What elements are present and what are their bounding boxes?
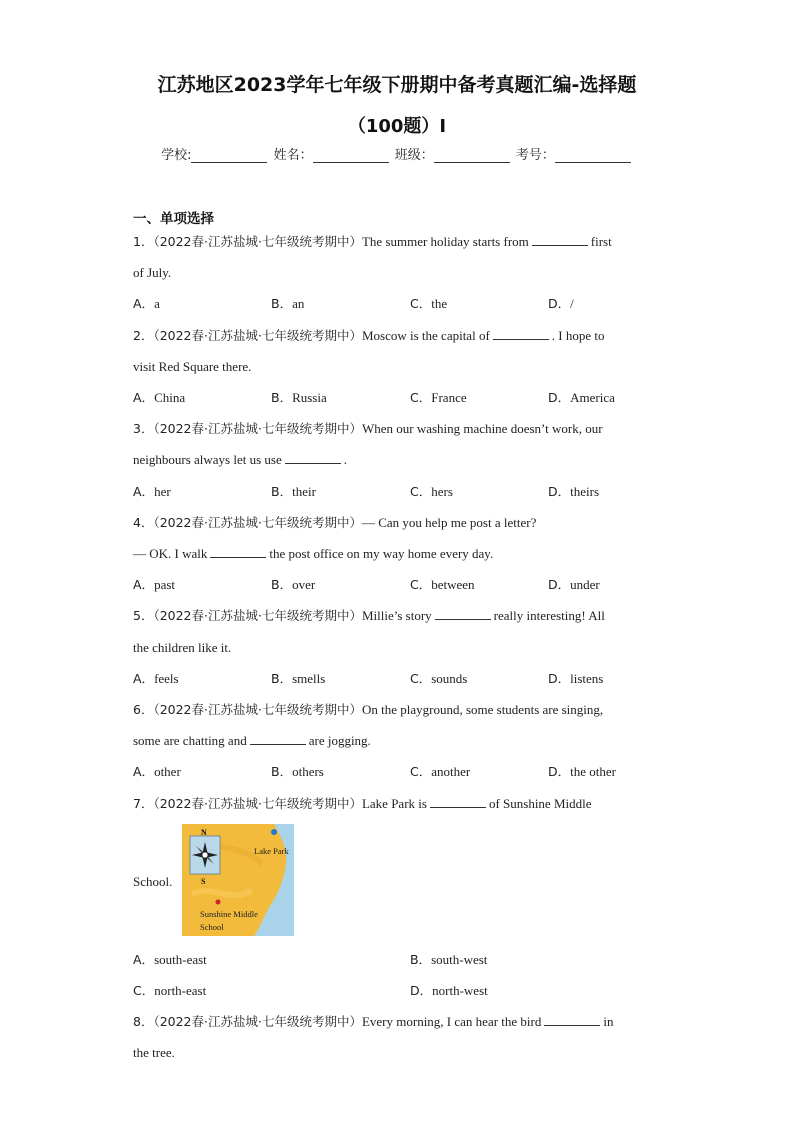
option-b: B．over <box>271 577 316 592</box>
option-a: A．a <box>133 296 160 311</box>
class-label: 班级： <box>394 148 434 163</box>
question-number: 6． <box>133 702 154 717</box>
question-text: Millie’s story <box>361 608 432 623</box>
question-source: （2022春·江苏盐城·七年级统考期中） <box>153 702 362 717</box>
question-text: The summer holiday starts from <box>361 234 529 249</box>
option-a: A．China <box>133 390 186 405</box>
option-b: B．others <box>271 764 324 779</box>
option-b: B．smells <box>271 671 326 686</box>
option-c: C．another <box>410 764 471 779</box>
school-marker <box>216 900 221 905</box>
question-source: （2022春·江苏盐城·七年级统考期中） <box>153 1014 362 1029</box>
question-number: 4． <box>133 515 154 530</box>
question-text: . I hope to <box>551 328 605 343</box>
question-number: 5． <box>133 608 154 623</box>
option-d: D．north-west <box>410 983 488 998</box>
question-source: （2022春·江苏盐城·七年级统考期中） <box>153 421 362 436</box>
question-number: 3． <box>133 421 154 436</box>
lake-park-label: Lake Park <box>254 846 289 856</box>
question-text: — OK. I walk <box>133 546 208 561</box>
option-b: B．Russia <box>271 390 327 405</box>
option-a: A．south-east <box>133 952 207 967</box>
question-text: On the playground, some students are singing, <box>361 702 604 717</box>
school-label-line1: Sunshine Middle <box>200 909 258 919</box>
name-blank <box>313 149 389 163</box>
student-info-row <box>0 144 794 163</box>
question-5-line1 <box>133 607 653 625</box>
question-number: 2． <box>133 328 154 343</box>
question-text: Moscow is the capital of <box>361 328 490 343</box>
question-number: 8． <box>133 1014 154 1029</box>
option-a: A．her <box>133 484 171 499</box>
option-c: C．north-east <box>133 983 207 998</box>
option-d: D．under <box>548 577 600 592</box>
question-text: Every morning, I can hear the bird <box>361 1014 542 1029</box>
question-6-line1 <box>133 701 653 719</box>
section-heading: 一、单项选择 <box>133 211 214 227</box>
question-text: the post office on my way home every day. <box>269 546 494 561</box>
option-d: D．theirs <box>548 484 600 499</box>
option-c: C．the <box>410 296 448 311</box>
school-blank <box>191 149 267 163</box>
answer-blank <box>430 795 486 808</box>
compass-north-label: N <box>201 828 207 837</box>
question-2-line1 <box>133 327 653 345</box>
question-1-line1 <box>133 233 653 251</box>
option-c: C．between <box>410 577 475 592</box>
question-number: 1． <box>133 234 154 249</box>
question-7-line1 <box>133 795 653 813</box>
option-c: C．France <box>410 390 467 405</box>
compass-south-label: S <box>201 877 206 886</box>
option-d: D．the other <box>548 764 616 779</box>
question-8-line2: the tree. <box>133 1045 175 1060</box>
option-a: A．past <box>133 577 176 592</box>
option-b: B．south-west <box>410 952 488 967</box>
lake-park-marker <box>271 829 277 835</box>
compass-icon <box>190 836 220 874</box>
number-blank <box>555 149 631 163</box>
question-source: （2022春·江苏盐城·七年级统考期中） <box>153 608 362 623</box>
question-source: （2022春·江苏盐城·七年级统考期中） <box>153 328 362 343</box>
map-image <box>182 824 294 936</box>
question-text: of Sunshine Middle <box>488 796 592 811</box>
number-label: 考号： <box>515 148 555 163</box>
option-d: D．America <box>548 390 615 405</box>
answer-blank <box>250 732 306 745</box>
document-title: 江苏地区2023学年七年级下册期中备考真题汇编-选择题 <box>157 74 637 96</box>
answer-blank <box>493 327 549 340</box>
question-3-line2 <box>133 451 653 469</box>
question-8-line1 <box>133 1013 653 1031</box>
question-number: 7． <box>133 796 154 811</box>
option-c: C．sounds <box>410 671 468 686</box>
question-6-line2 <box>133 732 653 750</box>
option-b: B．an <box>271 296 305 311</box>
question-source: （2022春·江苏盐城·七年级统考期中） <box>153 796 362 811</box>
question-text: really interesting! All <box>493 608 605 623</box>
answer-blank <box>435 607 491 620</box>
question-text: are jogging. <box>308 733 371 748</box>
name-label: 姓名： <box>273 148 313 163</box>
question-source: （2022春·江苏盐城·七年级统考期中） <box>153 234 362 249</box>
question-text: some are chatting and <box>133 733 247 748</box>
question-1-line2: of July. <box>133 265 172 280</box>
question-text: neighbours always let us use <box>133 452 282 467</box>
document-subtitle: （100题）Ⅰ <box>347 116 447 137</box>
question-3-line1 <box>133 420 653 438</box>
question-text: first <box>590 234 612 249</box>
answer-blank <box>285 451 341 464</box>
question-text: Lake Park is <box>361 796 427 811</box>
question-text: in <box>603 1014 614 1029</box>
question-text: — Can you help me post a letter? <box>361 515 537 530</box>
class-blank <box>434 149 510 163</box>
option-d: D．/ <box>548 296 574 311</box>
answer-blank <box>532 233 588 246</box>
question-4-line2 <box>133 545 653 563</box>
option-a: A．feels <box>133 671 179 686</box>
question-5-line2: the children like it. <box>133 640 232 655</box>
option-b: B．their <box>271 484 316 499</box>
answer-blank <box>210 545 266 558</box>
question-4-line1 <box>133 514 653 532</box>
school-label: 学校: <box>161 148 192 163</box>
option-c: C．hers <box>410 484 453 499</box>
question-text: When our washing machine doesn’t work, our <box>361 421 603 436</box>
question-source: （2022春·江苏盐城·七年级统考期中） <box>153 515 362 530</box>
answer-blank <box>544 1013 600 1026</box>
question-text: . <box>343 452 348 467</box>
option-d: D．listens <box>548 671 604 686</box>
question-2-line2: visit Red Square there. <box>133 359 252 374</box>
question-7-line2: School. <box>133 874 173 889</box>
option-a: A．other <box>133 764 181 779</box>
school-label-line2: School <box>200 922 224 932</box>
